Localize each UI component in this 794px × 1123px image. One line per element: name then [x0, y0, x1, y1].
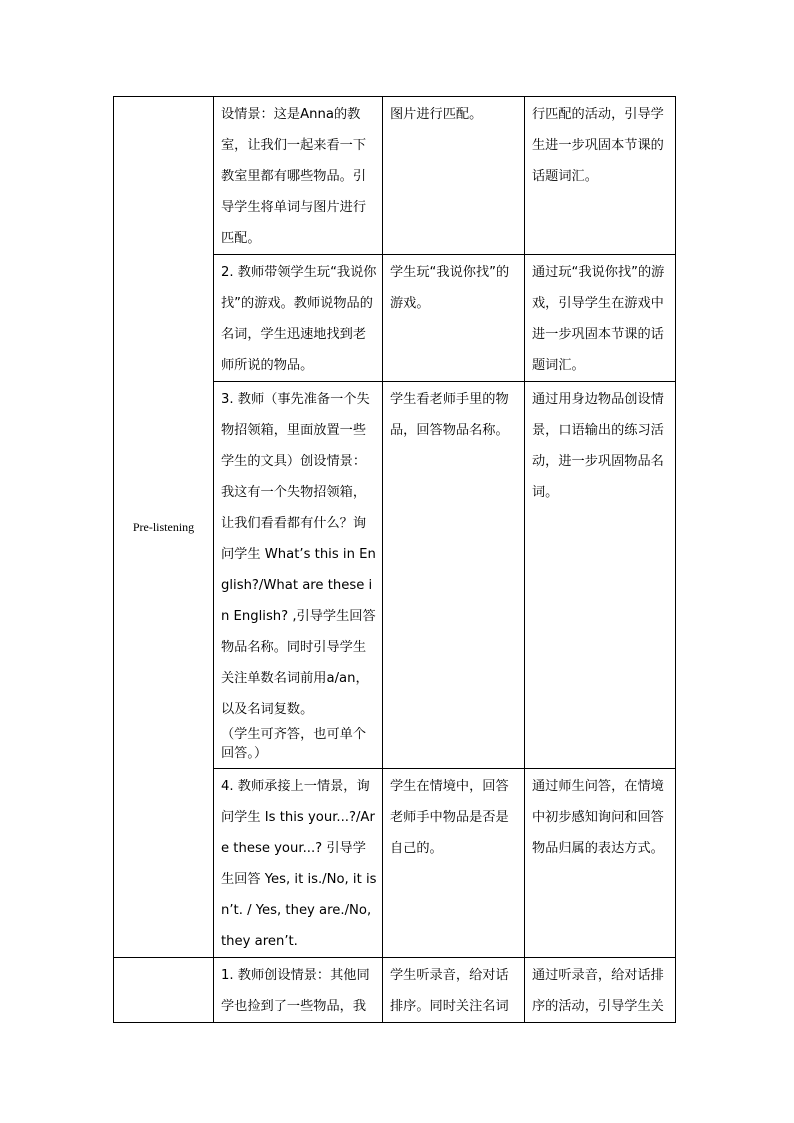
teacher-activity-cell: [214, 255, 383, 382]
student-activity-text: 学生听录音，给对话排序。同时关注名词: [390, 968, 509, 1014]
teacher-activity-text: 4. 教师承接上一情景，询问学生 Is this your...?/Are these your...? 引导学生回答 Yes, it is./No, it isn’t. / Yes, they are./No, they aren’t.: [221, 779, 377, 949]
purpose-text: 通过听录音，给对话排序的活动，引导学生关: [532, 968, 664, 1014]
stage-label: Pre-listening: [132, 519, 195, 534]
student-activity-text: 学生玩“我说你找”的游戏。: [390, 265, 510, 311]
student-activity-cell: [383, 958, 525, 1023]
student-activity-text: 图片进行匹配。: [390, 107, 483, 122]
teacher-note-text: （学生可齐答，也可单个回答。）: [221, 727, 367, 761]
teacher-activity-cell: [214, 958, 383, 1023]
student-activity-cell: [383, 382, 525, 769]
teacher-activity-cell: [214, 769, 383, 958]
purpose-text: 通过玩“我说你找”的游戏，引导学生在游戏中进一步巩固本节课的话题词汇。: [532, 265, 665, 373]
student-activity-text: 学生看老师手里的物品，回答物品名称。: [390, 392, 509, 438]
purpose-text: 行匹配的活动，引导学生进一步巩固本节课的话题词汇。: [532, 107, 664, 184]
table-row: [114, 97, 676, 255]
teacher-activity-text: 1. 教师创设情景：其他同学也捡到了一些物品，我: [221, 968, 370, 1014]
purpose-cell: [525, 255, 676, 382]
purpose-text: 通过用身边物品创设情景，口语输出的练习活动，进一步巩固物品名词。: [532, 392, 664, 500]
teacher-activity-text: 设情景：这是Anna的教室，让我们一起来看一下教室里都有哪些物品。引导学生将单词与图片进行匹配。: [221, 107, 367, 246]
teacher-activity-cell: [214, 97, 383, 255]
table-row: [114, 958, 676, 1023]
lesson-plan-table: [113, 96, 676, 1023]
purpose-cell: [525, 958, 676, 1023]
purpose-cell: [525, 97, 676, 255]
teacher-activity-cell: [214, 382, 383, 769]
teacher-activity-text: 3. 教师（事先准备一个失物招领箱，里面放置一些学生的文具）创设情景：我这有一个失物招领箱，让我们看看都有什么？询问学生 What’s this in English?/What are these in English? ,引导学生回答物品名称。同时引导学生关注单数名词前用a/an，以及名词复数。: [221, 392, 376, 717]
student-activity-cell: [383, 97, 525, 255]
teacher-activity-text: 2. 教师带领学生玩“我说你找”的游戏。教师说物品的名词，学生迅速地找到老师所说的物品。: [221, 265, 377, 373]
purpose-cell: [525, 382, 676, 769]
student-activity-cell: [383, 255, 525, 382]
purpose-text: 通过师生问答，在情境中初步感知询问和回答物品归属的表达方式。: [532, 779, 664, 856]
student-activity-cell: [383, 769, 525, 958]
purpose-cell: [525, 769, 676, 958]
student-activity-text: 学生在情境中，回答老师手中物品是否是自己的。: [390, 779, 509, 856]
stage-cell: [114, 97, 214, 958]
stage-cell-empty: [114, 958, 214, 1023]
